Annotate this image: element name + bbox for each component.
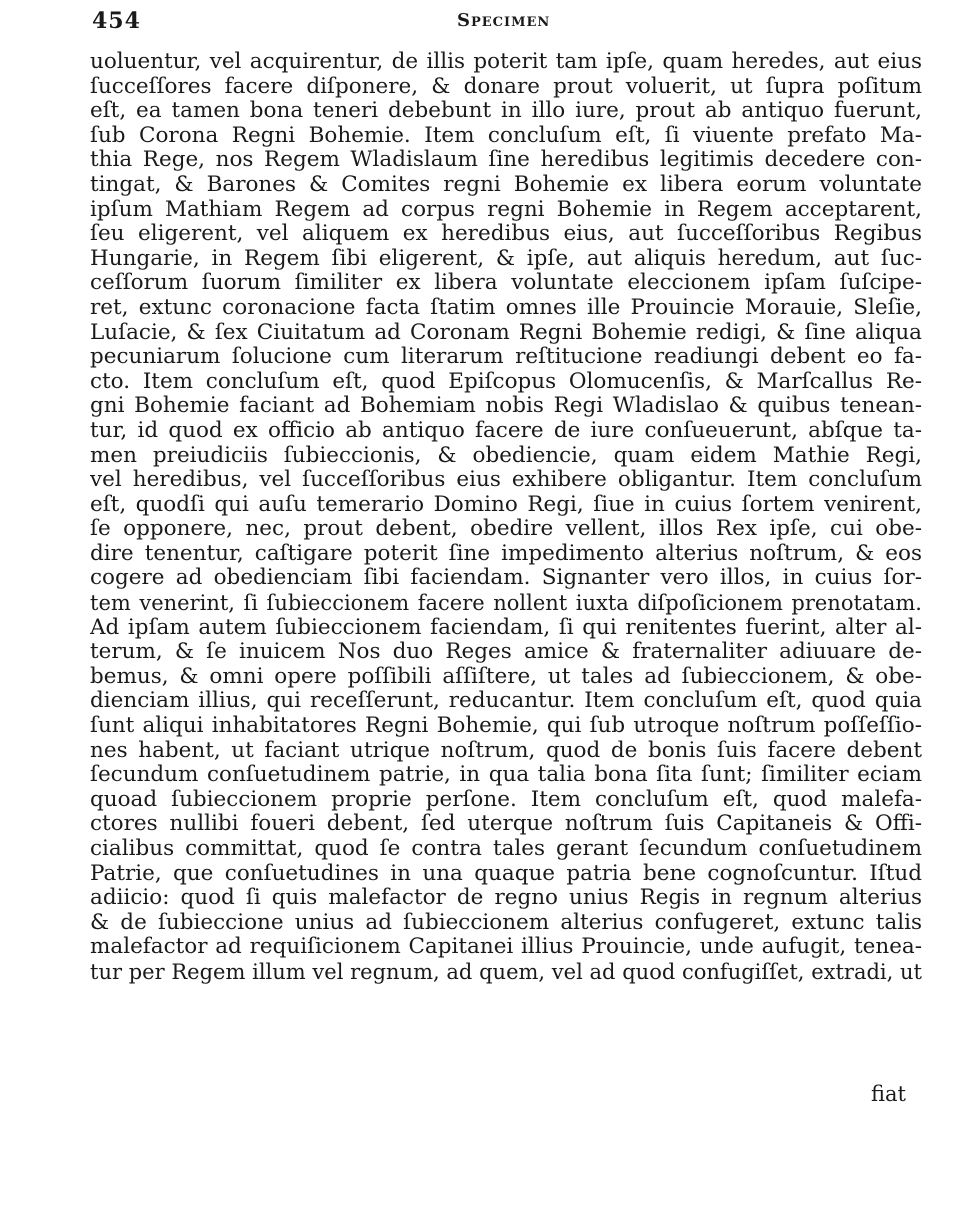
text-line: Ad ipſam autem ſubieccionem faciendam, ſi qui renitentes fuerint, alter al- <box>90 615 922 640</box>
text-line: ſunt aliqui inhabitatores Regni Bohemie, qui ſub utroque noſtrum poſſeſſio- <box>90 714 922 739</box>
text-line: gni Bohemie faciant ad Bohemiam nobis Regi Wladislao & quibus tenean- <box>90 394 922 419</box>
text-line: dire tenentur, caſtigare poterit ſine impedimento alterius noſtrum, & eos <box>90 541 922 566</box>
body-text <box>90 50 922 985</box>
text-line: eſt, quodſi qui auſu temerario Domino Regi, ſiue in cuius ſortem venirent, <box>90 492 922 517</box>
text-line: tur, id quod ex officio ab antiquo facere de iure conſueuerunt, abſque ta- <box>90 418 922 443</box>
page-number: 454 <box>92 8 141 34</box>
text-line: tingat, & Barones & Comites regni Bohemie ex libera eorum voluntate <box>90 172 922 197</box>
text-line: thia Rege, nos Regem Wladislaum ſine heredibus legitimis decedere con- <box>90 148 922 173</box>
text-line: vel heredibus, vel ſucceſſoribus eius exhibere obligantur. Item concluſum <box>90 468 922 493</box>
text-line: ſecundum conſuetudinem patrie, in qua talia bona ſita ſunt; ſimiliter eciam <box>90 763 922 788</box>
text-line: malefactor ad requiſicionem Capitanei illius Prouincie, unde aufugit, tenea- <box>90 935 922 960</box>
text-line: ſucceſſores facere diſponere, & donare prout voluerit, ut ſupra poſitum <box>90 74 922 99</box>
text-line: ret, extunc coronacione facta ſtatim omnes ille Prouincie Morauie, Sleſie, <box>90 295 922 320</box>
running-head: Specimen <box>457 10 551 31</box>
text-line: Patrie, que conſuetudines in una quaque patria bene cognoſcuntur. Iſtud <box>90 861 922 886</box>
text-line: Luſacie, & ſex Ciuitatum ad Coronam Regni Bohemie redigi, & ſine aliqua <box>90 320 922 345</box>
text-line: uoluentur, vel acquirentur, de illis poterit tam ipſe, quam heredes, aut eius <box>90 50 922 74</box>
text-line: ceſſorum ſuorum ſimiliter ex libera voluntate eleccionem ipſam ſuſcipe- <box>90 271 922 296</box>
text-line: cto. Item concluſum eſt, quod Epiſcopus Olomucenſis, & Marſcallus Re- <box>90 369 922 394</box>
text-line: nes habent, ut faciant utrique noſtrum, quod de bonis ſuis facere debent <box>90 738 922 763</box>
text-line: eſt, ea tamen bona teneri debebunt in illo iure, prout ab antiquo fuerunt, <box>90 99 922 124</box>
text-line: ſub Corona Regni Bohemie. Item concluſum eſt, ſi viuente prefato Ma- <box>90 123 922 148</box>
text-line: & de ſubieccione unius ad ſubieccionem alterius confugeret, extunc talis <box>90 910 922 935</box>
page-header <box>92 8 922 40</box>
text-line: ſeu eligerent, vel aliquem ex heredibus eius, aut ſucceſſoribus Regibus <box>90 222 922 247</box>
text-line: adiicio: quod ſi quis malefactor de regno unius Regis in regnum alterius <box>90 886 922 911</box>
text-line: dienciam illius, qui receſſerunt, reducantur. Item concluſum eſt, quod quia <box>90 689 922 714</box>
text-line: quoad ſubieccionem proprie perſone. Item concluſum eſt, quod malefa- <box>90 787 922 812</box>
text-line: cogere ad obedienciam ſibi faciendam. Signanter vero illos, in cuius ſor- <box>90 566 922 591</box>
text-line: ipſum Mathiam Regem ad corpus regni Bohemie in Regem acceptarent, <box>90 197 922 222</box>
text-line: ctores nullibi foueri debent, ſed uterque noſtrum ſuis Capitaneis & Offi- <box>90 812 922 837</box>
text-line: tur per Regem illum vel regnum, ad quem, vel ad quod confugiſſet, extradi, ut <box>90 959 922 984</box>
catchword: fiat <box>871 1082 906 1106</box>
text-line: Hungarie, in Regem ſibi eligerent, & ipſe, aut aliquis heredum, aut ſuc- <box>90 246 922 271</box>
text-line: men preiudiciis ſubieccionis, & obediencie, quam eidem Mathie Regi, <box>90 443 922 468</box>
text-line: cialibus committat, quod ſe contra tales gerant ſecundum conſuetudinem <box>90 837 922 861</box>
text-line: tem venerint, ſi ſubieccionem facere nollent iuxta diſpoſicionem prenotatam. <box>90 591 922 616</box>
text-line: pecuniarum ſolucione cum literarum reſtitucione readiungi debent eo fa- <box>90 345 922 370</box>
text-line: ſe opponere, nec, prout debent, obedire vellent, illos Rex ipſe, cui obe- <box>90 517 922 542</box>
text-line: terum, & ſe inuicem Nos duo Reges amice & fraternaliter adiuuare de- <box>90 640 922 665</box>
text-line: bemus, & omni opere poſſibili aſſiſtere, ut tales ad ſubieccionem, & obe- <box>90 664 922 689</box>
